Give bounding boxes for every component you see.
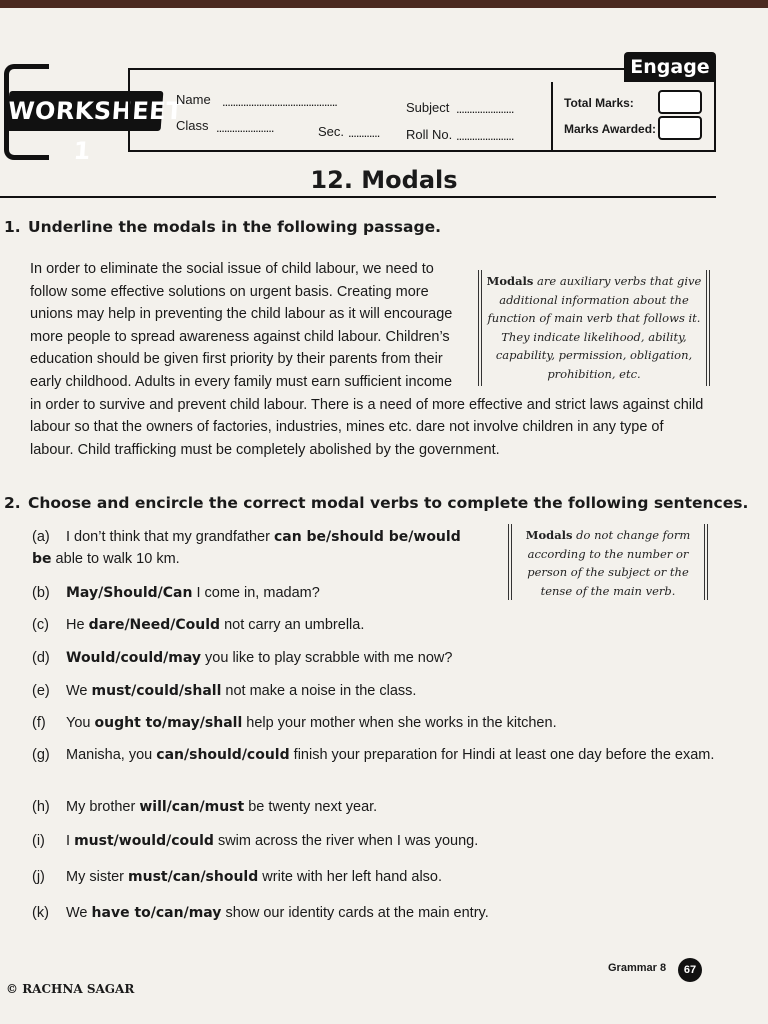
list-item <box>32 582 320 604</box>
item-post: able to walk 10 km. <box>51 551 180 567</box>
list-item <box>32 712 557 734</box>
item-letter: (k) <box>32 905 49 921</box>
list-item <box>32 830 478 852</box>
item-post: you like to play scrabble with me now? <box>201 650 453 666</box>
item-post: finish your preparation for Hindi at least one day before the exam. <box>289 747 715 763</box>
item-options[interactable]: can be/should be/would be <box>32 529 461 567</box>
item-pre: I <box>66 833 75 849</box>
subject-label: Subject <box>406 100 450 115</box>
list-item <box>32 680 416 702</box>
page-number: 67 <box>678 958 702 982</box>
item-pre: I don’t think that my grandfather <box>66 529 274 545</box>
publisher-logo <box>6 982 134 996</box>
passage-text: In order to eliminate the social issue of child labour, we need to follow some effective solutions on urgent basis. Creating more unions may help in preventing the child labour as it will encourage more people to spread awareness against child labour. Children’s education should be given first priority by their parents from their early childhood. Adults in every family must earn sufficient income in order to survive and prevent child labour. There is a need of more effective and strict laws against child labour so that the owners of factories, industries, mines etc. dare not involve children in any type of labour. Child trafficking must be completely abolished by the government. <box>30 261 704 458</box>
item-options[interactable]: ought to/may/shall <box>94 715 243 731</box>
sec-label: Sec. <box>318 124 345 139</box>
sec-field[interactable]: ............ <box>348 125 380 140</box>
publisher-name: RACHNA SAGAR <box>22 982 135 996</box>
item-post: be twenty next year. <box>244 799 378 815</box>
item-post: swim across the river when I was young. <box>213 833 479 849</box>
list-item <box>32 647 452 669</box>
page-title: 12. Modals <box>310 166 458 194</box>
item-options[interactable]: must/would/could <box>74 833 214 849</box>
item-post: not carry an umbrella. <box>220 617 365 633</box>
item-pre: We <box>66 905 92 921</box>
roll-field[interactable]: ...................... <box>456 128 514 143</box>
question-1-text: Underline the modals in the following passage. <box>28 218 441 236</box>
item-pre: He <box>66 617 89 633</box>
list-item <box>32 796 377 818</box>
class-label: Class <box>176 118 209 133</box>
item-pre: We <box>66 683 92 699</box>
header-divider <box>551 82 553 152</box>
item-letter: (c) <box>32 617 49 633</box>
item-pre: You <box>66 715 95 731</box>
note-1-text: are auxiliary verbs that give additional information about the function of main verb that follows it. They indicate likelihood, ability, capability, permission, obligation, prohibition, etc. <box>487 274 702 381</box>
item-pre: My sister <box>66 869 129 885</box>
item-letter: (f) <box>32 715 46 731</box>
note-2-text: do not change form according to the number or person of the subject or the tense of the main verb. <box>527 528 691 598</box>
item-options[interactable]: May/Should/Can <box>66 585 193 601</box>
marks-awarded-label: Marks Awarded: <box>564 122 657 136</box>
list-item <box>32 902 489 924</box>
name-label: Name <box>176 92 211 107</box>
item-letter: (e) <box>32 683 50 699</box>
item-post: I come in, madam? <box>192 585 320 601</box>
question-2 <box>4 494 748 512</box>
question-2-number: 2. <box>4 494 21 512</box>
item-post: help your mother when she works in the kitchen. <box>242 715 557 731</box>
item-post: not make a noise in the class. <box>221 683 417 699</box>
item-letter: (h) <box>32 799 50 815</box>
item-letter: (i) <box>32 833 45 849</box>
engage-tab: Engage <box>624 52 716 82</box>
note-2-term: Modals <box>525 528 573 542</box>
item-letter: (g) <box>32 747 50 763</box>
item-post: show our identity cards at the main entry. <box>221 905 489 921</box>
item-options[interactable]: must/could/shall <box>91 683 222 699</box>
item-options[interactable]: must/can/should <box>128 869 259 885</box>
item-pre: Manisha, you <box>66 747 157 763</box>
name-field[interactable]: ............................................ <box>222 94 337 109</box>
item-options[interactable]: can/should/could <box>156 747 290 763</box>
title-rule <box>0 196 716 198</box>
question-2-text: Choose and encircle the correct modal verbs to complete the following sentences. <box>28 494 749 512</box>
item-letter: (b) <box>32 585 50 601</box>
list-item <box>32 866 442 888</box>
item-options[interactable]: will/can/must <box>139 799 245 815</box>
item-letter: (d) <box>32 650 50 666</box>
modals-form-note <box>508 524 708 600</box>
publisher-mark: © <box>6 982 18 996</box>
item-options[interactable]: have to/can/may <box>91 905 222 921</box>
question-1-number: 1. <box>4 218 21 236</box>
total-marks-label: Total Marks: <box>564 96 634 110</box>
item-letter: (a) <box>32 529 50 545</box>
question-1 <box>4 218 441 236</box>
list-item <box>32 614 364 636</box>
book-name: Grammar 8 <box>608 962 667 974</box>
note-1-term: Modals <box>486 274 534 288</box>
item-letter: (j) <box>32 869 45 885</box>
top-edge <box>0 0 768 8</box>
item-post: write with her left hand also. <box>258 869 443 885</box>
subject-field[interactable]: ...................... <box>456 101 514 116</box>
class-field[interactable]: ...................... <box>216 120 274 135</box>
modals-definition-note <box>478 270 710 386</box>
total-marks-box[interactable] <box>658 90 702 114</box>
marks-awarded-box[interactable] <box>658 116 702 140</box>
worksheet-badge: WORKSHEET 1 <box>7 91 164 131</box>
item-pre: My brother <box>66 799 140 815</box>
item-options[interactable]: dare/Need/Could <box>88 617 221 633</box>
roll-label: Roll No. <box>406 127 453 142</box>
list-item <box>32 526 480 570</box>
list-item <box>32 744 722 766</box>
item-options[interactable]: Would/could/may <box>66 650 202 666</box>
